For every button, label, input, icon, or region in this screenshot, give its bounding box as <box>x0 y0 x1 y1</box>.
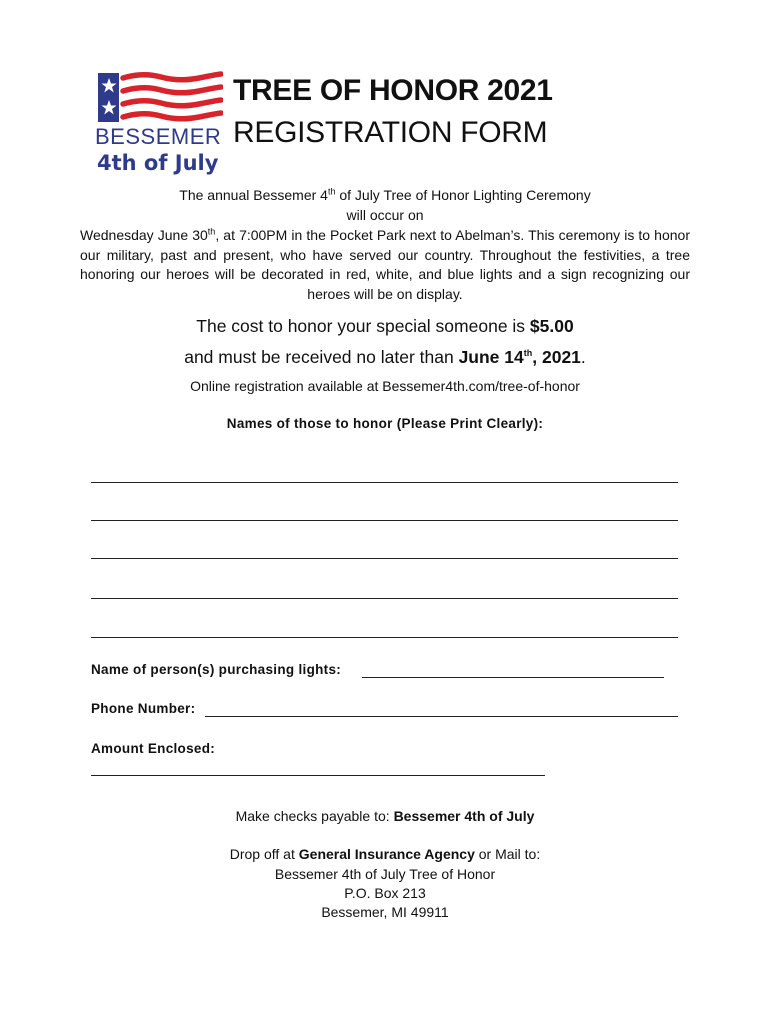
cost-line: The cost to honor your special someone is $5.00 <box>196 316 574 336</box>
intro-paragraph: Wednesday June 30th, at 7:00PM in the Pocket Park next to Abelman’s. This ceremony is to honor our military, past and present, who have served our country. Throughout the festivities, a tree honoring our heroes will be decorated in red, white, and blue lights and a sign recognizing our heroes will be on display. <box>80 226 690 302</box>
intro-lead: The annual Bessemer 4th of July Tree of Honor Lighting Ceremony will occur on <box>179 186 591 223</box>
honoree-name-line-1[interactable] <box>91 482 678 483</box>
drop-off-line: Drop off at General Insurance Agency or Mail to: <box>229 846 541 862</box>
form-subtitle: REGISTRATION FORM <box>233 116 548 149</box>
logo-flag-stripe <box>123 74 221 80</box>
honoree-name-line-3[interactable] <box>91 558 678 559</box>
honoree-name-line-4[interactable] <box>91 598 678 599</box>
cost-amount: $5.00 <box>529 316 574 336</box>
checks-payable-line: Make checks payable to: Bessemer 4th of July <box>235 808 535 824</box>
names-heading: Names of those to honor (Please Print Clearly): <box>226 416 544 431</box>
form-title: TREE OF HONOR 2021 <box>233 74 553 107</box>
amount-enclosed-line[interactable] <box>91 775 545 776</box>
logo-flag-stripe <box>123 113 221 119</box>
logo-4th-of-july-text: 4th of July <box>97 151 219 175</box>
mailing-address-line-1: Bessemer 4th of July Tree of Honor <box>274 866 496 882</box>
honoree-name-line-5[interactable] <box>91 637 678 638</box>
phone-number-label: Phone Number: <box>91 701 196 716</box>
amount-enclosed-label: Amount Enclosed: <box>91 741 216 756</box>
purchaser-name-label: Name of person(s) purchasing lights: <box>91 662 342 677</box>
logo-flag-stripe <box>123 87 221 93</box>
mailing-address-line-3: Bessemer, MI 49911 <box>321 904 449 920</box>
deadline-line: and must be received no later than June 14th, 2021. <box>184 347 586 367</box>
mailing-address-line-2: P.O. Box 213 <box>344 885 426 901</box>
purchaser-name-line[interactable] <box>362 677 664 678</box>
phone-number-line[interactable] <box>205 716 678 717</box>
honoree-name-line-2[interactable] <box>91 520 678 521</box>
logo-flag-stripe <box>123 100 221 106</box>
online-registration-note: Online registration available at Bessemer4th.com/tree-of-honor <box>190 378 580 394</box>
logo-bessemer-text: BESSEMER <box>95 124 222 149</box>
